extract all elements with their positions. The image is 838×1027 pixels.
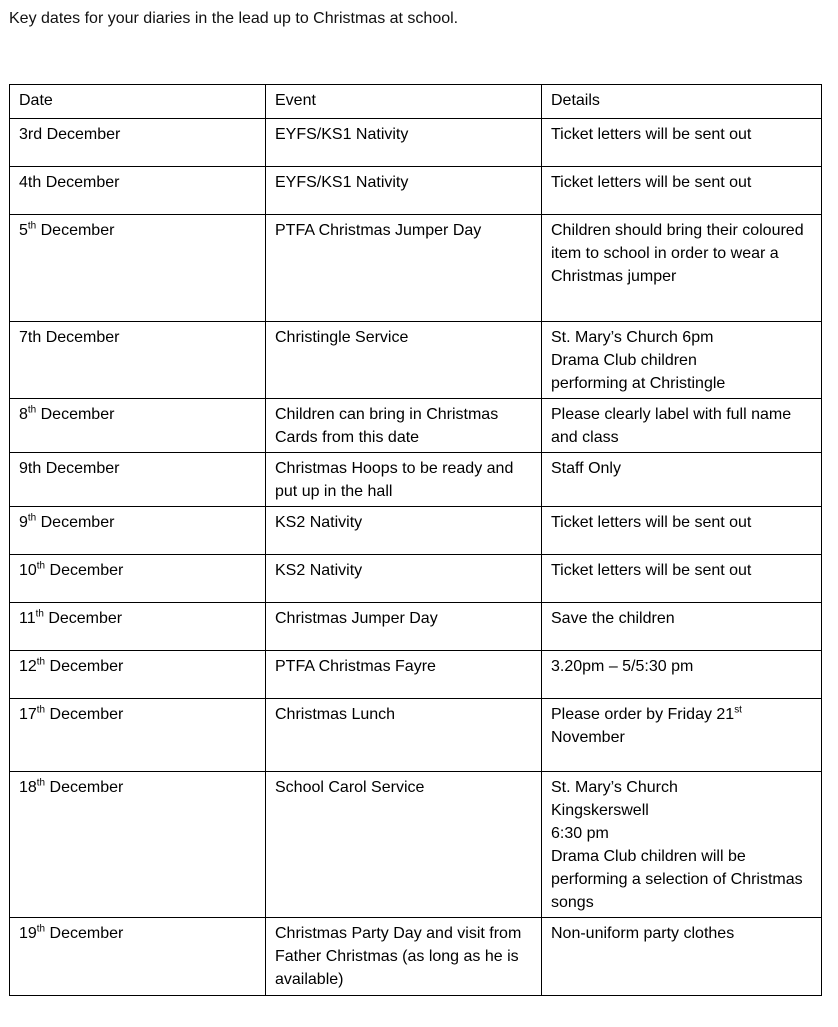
date-cell: 4th December (10, 167, 266, 215)
event-cell: Christmas Lunch (266, 699, 542, 772)
detail-line: Non-uniform party clothes (551, 925, 735, 942)
table-row (10, 555, 822, 603)
details-cell (542, 772, 822, 918)
detail-line: Drama Club children will be performing a selection of Christmas songs (551, 848, 803, 911)
details-cell (542, 603, 822, 651)
event-cell: Christingle Service (266, 322, 542, 399)
ordinal-superscript: th (36, 560, 46, 572)
detail-line: St. Mary’s Church 6pm (551, 329, 714, 346)
table-row (10, 651, 822, 699)
table-row (10, 603, 822, 651)
ordinal-superscript: th (27, 404, 37, 416)
table-row (10, 119, 822, 167)
detail-line: Drama Club children (551, 352, 697, 369)
table-row (10, 322, 822, 399)
event-cell: School Carol Service (266, 772, 542, 918)
date-cell: 5th December (10, 215, 266, 322)
detail-line: Children should bring their coloured item to school in order to wear a Christmas jumper (551, 222, 804, 285)
col-header-date: Date (10, 85, 266, 119)
schedule-table (9, 84, 822, 996)
date-cell: 18th December (10, 772, 266, 918)
event-cell: EYFS/KS1 Nativity (266, 167, 542, 215)
event-cell: Christmas Jumper Day (266, 603, 542, 651)
col-header-details: Details (542, 85, 822, 119)
table-row (10, 918, 822, 996)
ordinal-superscript: th (36, 923, 46, 935)
table-row (10, 453, 822, 507)
details-cell (542, 167, 822, 215)
detail-line: Save the children (551, 610, 675, 627)
details-cell (542, 119, 822, 167)
detail-line: performing at Christingle (551, 375, 726, 392)
details-cell (542, 322, 822, 399)
date-cell: 10th December (10, 555, 266, 603)
details-cell (542, 399, 822, 453)
detail-line: St. Mary’s Church (551, 779, 678, 796)
table-row (10, 399, 822, 453)
detail-line: Kingskerswell (551, 802, 649, 819)
detail-line: Please clearly label with full name and class (551, 406, 792, 446)
event-cell: EYFS/KS1 Nativity (266, 119, 542, 167)
table-row (10, 507, 822, 555)
details-cell (542, 918, 822, 996)
date-cell: 9th December (10, 453, 266, 507)
event-cell: Christmas Party Day and visit from Father Christmas (as long as he is available) (266, 918, 542, 996)
date-cell: 19th December (10, 918, 266, 996)
date-cell: 3rd December (10, 119, 266, 167)
event-cell: PTFA Christmas Fayre (266, 651, 542, 699)
event-cell: Christmas Hoops to be ready and put up in the hall (266, 453, 542, 507)
detail-line: Please order by Friday 21st November (551, 704, 742, 746)
details-cell (542, 507, 822, 555)
table-row (10, 699, 822, 772)
details-cell (542, 215, 822, 322)
ordinal-superscript: th (27, 512, 37, 524)
details-cell (542, 699, 822, 772)
date-cell: 8th December (10, 399, 266, 453)
date-cell: 17th December (10, 699, 266, 772)
ordinal-superscript: th (36, 656, 46, 668)
event-cell: Children can bring in Christmas Cards from this date (266, 399, 542, 453)
details-cell (542, 651, 822, 699)
ordinal-superscript: th (36, 704, 46, 716)
event-cell: KS2 Nativity (266, 507, 542, 555)
intro-text: Key dates for your diaries in the lead up to Christmas at school. (9, 10, 459, 27)
table-row (10, 772, 822, 918)
date-cell: 7th December (10, 322, 266, 399)
date-cell: 11th December (10, 603, 266, 651)
ordinal-superscript: th (36, 777, 46, 789)
date-cell: 12th December (10, 651, 266, 699)
detail-line: Ticket letters will be sent out (551, 126, 752, 143)
details-cell (542, 453, 822, 507)
header-row (10, 85, 822, 119)
event-cell: PTFA Christmas Jumper Day (266, 215, 542, 322)
table-row (10, 215, 822, 322)
detail-line: Ticket letters will be sent out (551, 562, 752, 579)
detail-line: 3.20pm – 5/5:30 pm (551, 658, 694, 675)
detail-line: Staff Only (551, 460, 621, 477)
table-body (10, 119, 822, 996)
detail-line: Ticket letters will be sent out (551, 174, 752, 191)
detail-line: 6:30 pm (551, 825, 609, 842)
ordinal-superscript: th (35, 608, 44, 620)
detail-line: Ticket letters will be sent out (551, 514, 752, 531)
date-cell: 9th December (10, 507, 266, 555)
event-cell: KS2 Nativity (266, 555, 542, 603)
col-header-event: Event (266, 85, 542, 119)
details-cell (542, 555, 822, 603)
ordinal-superscript: st (734, 704, 742, 716)
ordinal-superscript: th (27, 220, 37, 232)
table-row (10, 167, 822, 215)
